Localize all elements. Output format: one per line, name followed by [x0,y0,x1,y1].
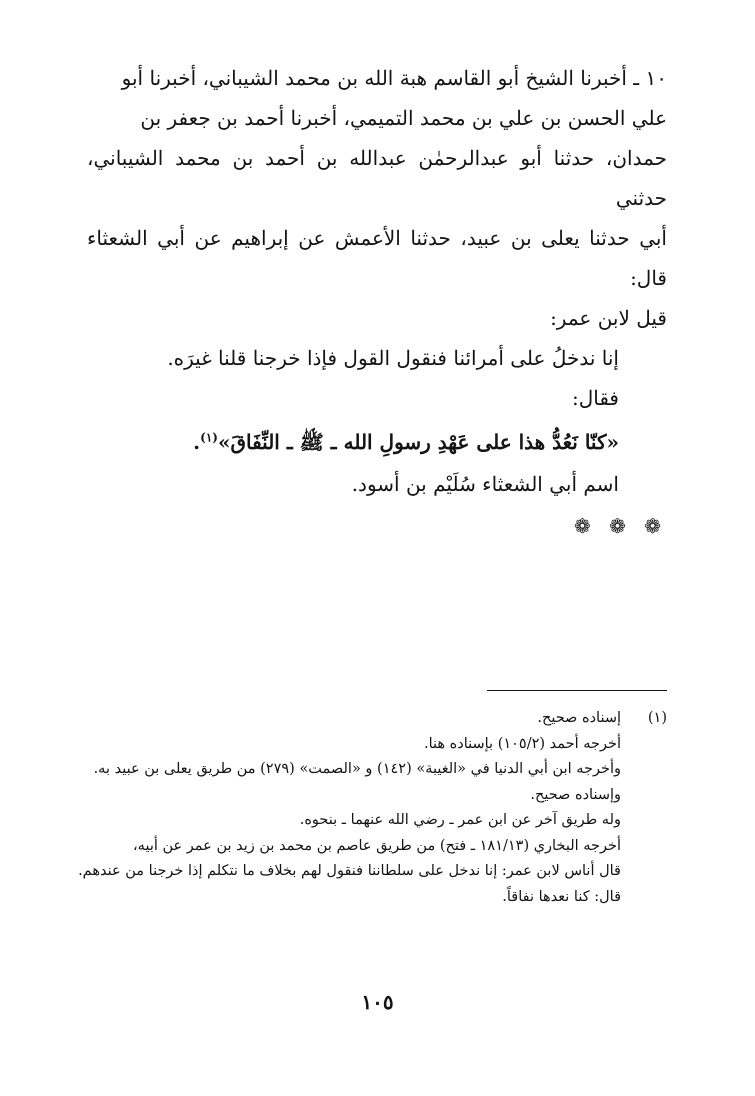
paragraph-line: ١٠ ـ أخبرنا الشيخ أبو القاسم هبة الله بن محمد الشيباني، أخبرنا أبو [121,66,667,90]
footnote-1 [57,706,667,910]
narrator-note: اسم أبي الشعثاء سُلَيْم بن أسود. [351,472,619,496]
footnote-line: قال: كنا نعدها نفاقاً. [502,888,621,905]
footnote-ref: (١) [200,430,218,445]
footnote-line: وإسناده صحيح. [530,786,621,803]
paragraph-line: قيل لابن عمر: [550,306,667,330]
page-number: ١٠٥ [361,990,394,1014]
footnotes-block [57,706,667,910]
said-line: فقال: [571,386,619,410]
paragraph-line: علي الحسن بن علي بن محمد التميمي، أخبرنا أحمد بن جعفر بن [140,106,667,130]
main-text-block [87,58,667,542]
hadith-end: . [193,430,201,454]
quote-intro-line: إنا ندخلُ على أمرائنا فنقول القول فإذا خرجنا قلنا غيرَه. [167,346,619,370]
footnote-line: أخرجه البخاري (١٨١/١٣ ـ فتح) من طريق عاصم بن محمد بن زيد بن عمر عن أبيه، [133,837,621,854]
hadith-isnad-paragraph [87,58,667,338]
hadith-matn: «كنّا نَعُدُّ هذا على عَهْدِ رسولِ الله ـ ﷺ ـ النِّفَاقَ» [217,430,619,454]
footnote-line: إسناده صحيح. [537,710,621,726]
footnote-divider [487,690,667,691]
footnote-line: وله طريق آخر عن ابن عمر ـ رضي الله عنهما ـ بنحوه. [299,812,621,828]
footnote-number: (١) [647,710,667,726]
paragraph-line: حمدان، حدثنا أبو عبدالرحمٰن عبدالله بن أحمد بن محمد الشيباني، حدثني [87,146,667,210]
footnote-body [57,706,621,910]
section-separator: ❁ ❁ ❁ [574,514,667,538]
paragraph-line: أبي حدثنا يعلى بن عبيد، حدثنا الأعمش عن إبراهيم عن أبي الشعثاء قال: [87,226,667,290]
footnote-line: أخرجه أحمد (١٠٥/٢) بإسناده هنا. [423,735,621,752]
hadith-text [87,420,667,464]
footnote-line: قال أناس لابن عمر: إنا ندخل على سلطاننا فنقول لهم بخلاف ما نتكلم إذا خرجنا من عندهم. [78,863,621,879]
footnote-line: وأخرجه ابن أبي الدنيا في «الغيبة» (١٤٢) و «الصمت» (٢٧٩) من طريق يعلى بن عبيد به. [93,761,621,777]
